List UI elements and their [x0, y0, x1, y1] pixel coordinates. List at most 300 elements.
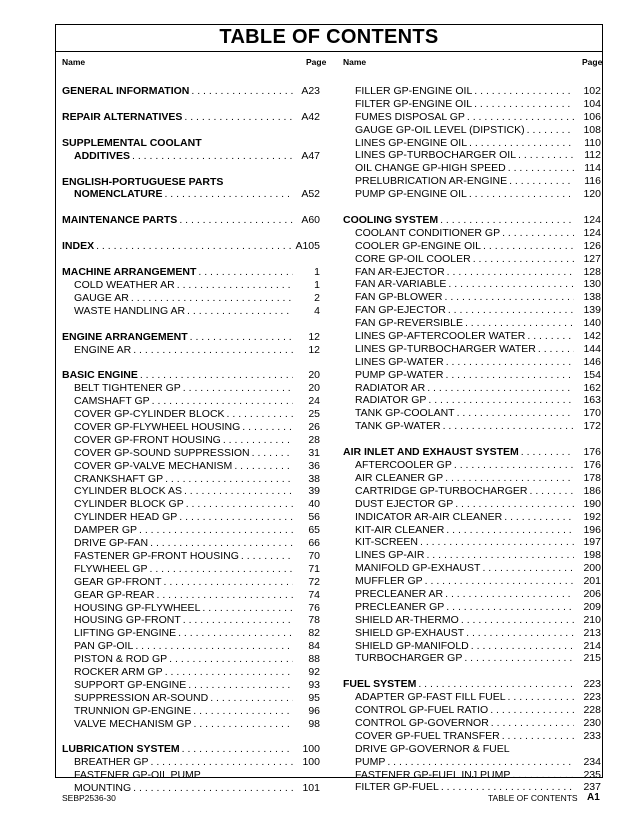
- toc-page-number: 130: [583, 278, 601, 291]
- toc-entry-title: TURBOCHARGER GP: [355, 652, 463, 665]
- toc-entry-row[interactable]: [62, 279, 320, 292]
- toc-page-number: 140: [583, 317, 601, 330]
- toc-entry-row[interactable]: [62, 447, 320, 460]
- toc-entry-title: ADDITIVES: [74, 149, 131, 162]
- page-title: TABLE OF CONTENTS: [219, 26, 439, 48]
- toc-entry-row[interactable]: [62, 395, 320, 408]
- toc-entry-row[interactable]: [62, 602, 320, 615]
- toc-leader-dots: [525, 124, 574, 137]
- toc-leader-dots: [424, 549, 574, 562]
- toc-section-row[interactable]: [62, 331, 320, 344]
- toc-page-number: 84: [308, 640, 320, 653]
- toc-entry-title: COOLANT CONDITIONER GP: [355, 226, 501, 239]
- toc-page-number: 162: [583, 381, 601, 394]
- toc-entry-title: PRELUBRICATION AR-ENGINE: [355, 175, 508, 188]
- toc-page-number: 154: [583, 368, 601, 381]
- toc-leader-dots: [221, 434, 293, 447]
- toc-entry-title: DRIVE GP-FAN: [74, 537, 149, 550]
- toc-page-number: 100: [302, 756, 320, 769]
- toc-leader-dots: [185, 305, 293, 318]
- toc-leader-dots: [175, 279, 293, 292]
- toc-entry-title: SUPPORT GP-ENGINE: [74, 678, 187, 691]
- toc-section-row[interactable]: [343, 446, 601, 459]
- toc-entry-row[interactable]: [343, 124, 601, 137]
- toc-entry-row[interactable]: [343, 291, 601, 304]
- toc-entry-row[interactable]: [62, 718, 320, 731]
- toc-entry-row[interactable]: [343, 575, 601, 588]
- toc-page-number: 12: [308, 343, 320, 356]
- toc-entry-row[interactable]: [343, 485, 601, 498]
- toc-leader-dots: [500, 730, 574, 743]
- toc-entry-row[interactable]: [343, 717, 601, 730]
- toc-page-number: 192: [583, 510, 601, 523]
- toc-entry-row[interactable]: [343, 627, 601, 640]
- toc-entry-title: FUMES DISPOSAL GP: [355, 110, 465, 123]
- toc-entry-title: SUPPRESSION AR-SOUND: [74, 691, 209, 704]
- toc-entry-row[interactable]: [62, 537, 320, 550]
- section-gap: [62, 356, 320, 369]
- toc-entry-title: FASTENER GP-FRONT HOUSING: [74, 549, 239, 562]
- toc-leader-dots: [472, 98, 574, 111]
- toc-entry-row[interactable]: [343, 304, 601, 317]
- toc-entry-title: HOUSING GP-FRONT: [74, 614, 181, 627]
- toc-leader-dots: [131, 782, 293, 795]
- toc-page-number: 40: [308, 498, 320, 511]
- toc-leader-dots: [162, 188, 293, 201]
- toc-leader-dots: [184, 498, 293, 511]
- toc-leader-dots: [455, 407, 574, 420]
- toc-entry-title: NOMENCLATURE: [74, 188, 163, 201]
- toc-page-number: 126: [583, 239, 601, 252]
- toc-entry-title: COLD WEATHER AR: [74, 279, 175, 292]
- toc-section-row[interactable]: [62, 137, 320, 150]
- toc-page-number: 237: [583, 781, 601, 794]
- toc-page-number: 176: [583, 459, 601, 472]
- toc-leader-dots: [138, 369, 293, 382]
- toc-page-number: 20: [308, 369, 320, 382]
- toc-entry-row[interactable]: [343, 98, 601, 111]
- toc-entry-row[interactable]: [62, 550, 320, 563]
- toc-leader-dots: [443, 291, 574, 304]
- toc-page-number: 24: [308, 395, 320, 408]
- toc-section-row[interactable]: [62, 176, 320, 189]
- toc-entry-title: PUMP: [355, 755, 386, 768]
- toc-entry-row[interactable]: [343, 652, 601, 665]
- toc-page-number: 170: [583, 407, 601, 420]
- toc-entry-title: LINES GP-ENGINE OIL: [355, 136, 468, 149]
- toc-leader-dots: [163, 473, 293, 486]
- toc-entry-row[interactable]: [343, 562, 601, 575]
- toc-entry-row[interactable]: [343, 382, 601, 395]
- toc-leader-dots: [510, 769, 574, 782]
- toc-entry-row[interactable]: [343, 769, 601, 782]
- toc-entry-row[interactable]: [62, 563, 320, 576]
- toc-entry-row[interactable]: [62, 576, 320, 589]
- toc-entry-row[interactable]: [343, 227, 601, 240]
- toc-entry-row[interactable]: [62, 344, 320, 357]
- toc-page-number: 210: [583, 613, 601, 626]
- toc-entry-row[interactable]: [62, 498, 320, 511]
- toc-column-right: [343, 85, 601, 794]
- toc-entry-row[interactable]: [343, 394, 601, 407]
- toc-entry-title: FILTER GP-ENGINE OIL: [355, 97, 473, 110]
- section-gap: [343, 433, 601, 446]
- toc-entry-row[interactable]: [62, 666, 320, 679]
- toc-page-number: 228: [583, 704, 601, 717]
- toc-leader-dots: [130, 150, 293, 163]
- toc-leader-dots: [162, 576, 293, 589]
- toc-entry-row[interactable]: [343, 266, 601, 279]
- toc-entry-title: FASTENER GP-OIL PUMP: [74, 769, 201, 782]
- toc-leader-dots: [462, 652, 574, 665]
- toc-entry-row[interactable]: [62, 627, 320, 640]
- toc-entry-title: GEAR GP-FRONT: [74, 575, 162, 588]
- toc-entry-title: FUEL SYSTEM: [343, 678, 417, 691]
- toc-leader-dots: [472, 85, 574, 98]
- toc-entry-row[interactable]: [343, 111, 601, 124]
- toc-page-number: 142: [583, 330, 601, 343]
- toc-page-number: 4: [314, 304, 320, 317]
- toc-section-row[interactable]: [62, 214, 320, 227]
- toc-entry-row[interactable]: [62, 511, 320, 524]
- toc-entry-title: PRECLEANER GP: [355, 600, 445, 613]
- toc-page-number: 223: [583, 678, 601, 691]
- toc-page-number: 128: [583, 265, 601, 278]
- toc-page-number: 197: [583, 536, 601, 549]
- toc-page-number: 98: [308, 717, 320, 730]
- toc-leader-dots: [525, 330, 574, 343]
- toc-page-number: 139: [583, 304, 601, 317]
- toc-entry-row[interactable]: [343, 420, 601, 433]
- toc-leader-dots: [232, 460, 293, 473]
- toc-entry-row[interactable]: [343, 330, 601, 343]
- toc-page-number: 124: [583, 214, 601, 227]
- toc-leader-dots: [200, 602, 293, 615]
- toc-entry-row[interactable]: [343, 704, 601, 717]
- toc-entry-title: FAN AR-EJECTOR: [355, 265, 445, 278]
- toc-entry-row[interactable]: [343, 549, 601, 562]
- footer-section: TABLE OF CONTENTS: [488, 793, 578, 803]
- toc-page-number: 234: [583, 755, 601, 768]
- toc-page-number: 74: [308, 588, 320, 601]
- toc-entry-title: COOLING SYSTEM: [343, 214, 439, 227]
- toc-leader-dots: [465, 111, 574, 124]
- toc-leader-dots: [196, 266, 293, 279]
- toc-entry-row[interactable]: [343, 730, 601, 743]
- toc-page-number: 78: [308, 614, 320, 627]
- toc-entry-row[interactable]: [62, 589, 320, 602]
- toc-page-number: 209: [583, 600, 601, 613]
- toc-section-row[interactable]: [62, 111, 320, 124]
- toc-entry-row[interactable]: [62, 679, 320, 692]
- toc-entry-row[interactable]: [343, 756, 601, 769]
- toc-leader-dots: [177, 511, 293, 524]
- toc-page-number: 1: [314, 266, 320, 279]
- toc-page-number: 114: [584, 162, 601, 175]
- toc-page-number: A60: [301, 214, 320, 227]
- toc-entry-row[interactable]: [343, 472, 601, 485]
- toc-leader-dots: [536, 343, 574, 356]
- toc-section-row[interactable]: [62, 85, 320, 98]
- toc-entry-row[interactable]: [343, 356, 601, 369]
- toc-entry-title: AIR CLEANER GP: [355, 471, 444, 484]
- toc-entry-row[interactable]: [343, 459, 601, 472]
- toc-entry-row[interactable]: [343, 407, 601, 420]
- toc-entry-row[interactable]: [62, 382, 320, 395]
- toc-entry-row[interactable]: [343, 601, 601, 614]
- toc-entry-title: FLYWHEEL GP: [74, 562, 148, 575]
- toc-entry-row[interactable]: [62, 653, 320, 666]
- toc-page-number: 172: [583, 420, 601, 433]
- toc-entry-title: HOUSING GP-FLYWHEEL: [74, 601, 201, 614]
- toc-section-row[interactable]: [62, 150, 320, 163]
- toc-leader-dots: [443, 588, 574, 601]
- column-header-page-left: Page: [306, 57, 327, 67]
- toc-leader-dots: [148, 537, 293, 550]
- toc-entry-title: ADAPTER GP-FAST FILL FUEL: [355, 691, 506, 704]
- toc-leader-dots: [148, 756, 293, 769]
- toc-entry-row[interactable]: [343, 640, 601, 653]
- toc-entry-row[interactable]: [343, 369, 601, 382]
- toc-page-number: 200: [583, 562, 601, 575]
- toc-leader-dots: [186, 679, 293, 692]
- toc-entry-title: PRECLEANER AR: [355, 587, 444, 600]
- toc-entry-title: FAN GP-BLOWER: [355, 291, 443, 304]
- toc-entry-title: TANK GP-WATER: [355, 420, 441, 433]
- toc-leader-dots: [176, 627, 293, 640]
- toc-page-number: 102: [583, 85, 601, 97]
- toc-leader-dots: [453, 498, 574, 511]
- toc-entry-title: KIT-AIR CLEANER: [355, 523, 445, 536]
- toc-entry-title: SHIELD AR-THERMO: [355, 613, 459, 626]
- toc-entry-title: DUST EJECTOR GP: [355, 497, 454, 510]
- toc-entry-row[interactable]: [62, 460, 320, 473]
- toc-entry-title: ROCKER ARM GP: [74, 665, 163, 678]
- toc-entry-title: ENGINE AR: [74, 343, 132, 356]
- toc-entry-row[interactable]: [343, 536, 601, 549]
- toc-entry-row[interactable]: [343, 240, 601, 253]
- toc-entry-title: PUMP GP-WATER: [355, 368, 444, 381]
- toc-leader-dots: [463, 317, 574, 330]
- toc-page-number: 110: [584, 136, 601, 149]
- toc-entry-title: CAMSHAFT GP: [74, 395, 150, 408]
- toc-leader-dots: [528, 485, 575, 498]
- toc-leader-dots: [467, 188, 574, 201]
- toc-page-number: 213: [583, 626, 601, 639]
- toc-entry-title: LINES GP-WATER: [355, 355, 444, 368]
- toc-leader-dots: [446, 278, 574, 291]
- toc-page-number: 235: [583, 768, 601, 781]
- toc-entry-title: CRANKSHAFT GP: [74, 472, 164, 485]
- toc-page-number: 116: [584, 175, 601, 188]
- toc-entry-title: MOUNTING: [74, 782, 132, 795]
- toc-page-number: 120: [583, 188, 601, 201]
- toc-entry-title: COVER GP-VALVE MECHANISM: [74, 459, 233, 472]
- toc-entry-row[interactable]: [343, 253, 601, 266]
- toc-entry-row[interactable]: [343, 149, 601, 162]
- toc-entry-row[interactable]: [62, 408, 320, 421]
- toc-leader-dots: [181, 382, 293, 395]
- toc-leader-dots: [167, 653, 293, 666]
- toc-page-number: 82: [308, 627, 320, 640]
- toc-page-number: 104: [583, 97, 601, 110]
- toc-entry-title: INDICATOR AR-AIR CLEANER: [355, 510, 503, 523]
- toc-leader-dots: [240, 421, 293, 434]
- toc-entry-title: COVER GP-CYLINDER BLOCK: [74, 408, 225, 421]
- section-gap: [62, 253, 320, 266]
- toc-page-number: 26: [308, 421, 320, 434]
- section-gap: [343, 665, 601, 678]
- toc-leader-dots: [445, 266, 574, 279]
- toc-page-number: 1: [314, 279, 320, 292]
- toc-leader-dots: [191, 718, 293, 731]
- toc-entry-row[interactable]: [62, 434, 320, 447]
- toc-entry-row[interactable]: [343, 588, 601, 601]
- toc-entry-title: CYLINDER BLOCK AS: [74, 485, 182, 498]
- toc-entry-row[interactable]: [343, 175, 601, 188]
- toc-entry-row[interactable]: [343, 511, 601, 524]
- toc-entry-row[interactable]: [343, 137, 601, 150]
- toc-entry-row[interactable]: [343, 278, 601, 291]
- toc-leader-dots: [471, 253, 574, 266]
- toc-entry-row[interactable]: [62, 692, 320, 705]
- toc-entry-title: ENGLISH-PORTUGUESE PARTS: [62, 175, 224, 188]
- section-gap: [62, 163, 320, 176]
- toc-entry-row[interactable]: [62, 473, 320, 486]
- toc-leader-dots: [416, 678, 574, 691]
- toc-leader-dots: [467, 137, 574, 150]
- toc-leader-dots: [425, 382, 574, 395]
- toc-page-number: 206: [583, 587, 601, 600]
- toc-leader-dots: [131, 344, 293, 357]
- toc-leader-dots: [129, 292, 293, 305]
- toc-leader-dots: [180, 743, 293, 756]
- toc-entry-title: SHIELD GP-EXHAUST: [355, 626, 465, 639]
- toc-page-number: 127: [583, 252, 601, 265]
- footer-page-number: A1: [587, 792, 600, 803]
- toc-entry-title: CONTROL GP-GOVERNOR: [355, 716, 489, 729]
- toc-entry-row[interactable]: [62, 485, 320, 498]
- toc-entry-row[interactable]: [62, 756, 320, 769]
- toc-entry-row[interactable]: [343, 188, 601, 201]
- toc-entry-row[interactable]: [343, 85, 601, 98]
- toc-page-number: 66: [308, 537, 320, 550]
- toc-section-row[interactable]: [343, 214, 601, 227]
- toc-entry-row[interactable]: [62, 769, 320, 782]
- toc-entry-title: PISTON & ROD GP: [74, 653, 168, 666]
- toc-entry-title: RADIATOR GP: [355, 394, 427, 407]
- toc-entry-row[interactable]: [62, 421, 320, 434]
- toc-leader-dots: [480, 562, 574, 575]
- toc-entry-title: DRIVE GP-GOVERNOR & FUEL: [355, 742, 510, 755]
- toc-entry-row[interactable]: [62, 640, 320, 653]
- toc-page-number: 28: [308, 433, 320, 446]
- toc-entry-title: FAN AR-VARIABLE: [355, 278, 447, 291]
- toc-page-number: 31: [308, 446, 320, 459]
- toc-section-row[interactable]: [62, 266, 320, 279]
- toc-leader-dots: [443, 472, 574, 485]
- toc-leader-dots: [488, 704, 574, 717]
- toc-page-number: 88: [308, 653, 320, 666]
- toc-entry-title: GAUGE GP-OIL LEVEL (DIPSTICK): [355, 123, 525, 136]
- toc-entry-row[interactable]: [62, 705, 320, 718]
- toc-section-row[interactable]: [343, 678, 601, 691]
- toc-entry-title: KIT-SCREEN: [355, 536, 419, 549]
- toc-leader-dots: [438, 214, 574, 227]
- toc-leader-dots: [444, 356, 574, 369]
- toc-page-number: 38: [308, 472, 320, 485]
- toc-leader-dots: [155, 589, 293, 602]
- toc-leader-dots: [500, 227, 574, 240]
- toc-leader-dots: [94, 240, 292, 253]
- toc-leader-dots: [182, 111, 293, 124]
- toc-entry-row[interactable]: [343, 743, 601, 756]
- toc-entry-row[interactable]: [343, 162, 601, 175]
- toc-leader-dots: [188, 331, 293, 344]
- section-gap: [62, 98, 320, 111]
- toc-section-row[interactable]: [62, 240, 320, 253]
- toc-leader-dots: [150, 395, 293, 408]
- toc-entry-row[interactable]: [343, 343, 601, 356]
- toc-leader-dots: [502, 511, 574, 524]
- toc-entry-row[interactable]: [343, 317, 601, 330]
- toc-entry-title: BELT TIGHTENER GP: [74, 382, 181, 395]
- toc-page-number: 65: [308, 524, 320, 537]
- toc-entry-row[interactable]: [343, 691, 601, 704]
- toc-page-number: 100: [302, 743, 320, 756]
- toc-entry-title: LINES GP-AFTERCOOLER WATER: [355, 330, 526, 343]
- toc-page-number: 96: [308, 704, 320, 717]
- toc-page-number: 176: [583, 446, 601, 459]
- toc-entry-row[interactable]: [62, 292, 320, 305]
- toc-entry-title: CORE GP-OIL COOLER: [355, 252, 471, 265]
- toc-entry-title: MANIFOLD GP-EXHAUST: [355, 562, 481, 575]
- toc-entry-title: PAN GP-OIL: [74, 640, 134, 653]
- toc-entry-row[interactable]: [62, 524, 320, 537]
- toc-section-row[interactable]: [62, 369, 320, 382]
- toc-entry-row[interactable]: [343, 524, 601, 537]
- toc-entry-title: MAINTENANCE PARTS: [62, 214, 178, 227]
- toc-entry-row[interactable]: [62, 614, 320, 627]
- toc-section-row[interactable]: [62, 188, 320, 201]
- toc-entry-title: BREATHER GP: [74, 756, 149, 769]
- toc-leader-dots: [148, 563, 293, 576]
- toc-section-row[interactable]: [62, 743, 320, 756]
- toc-page-number: 223: [583, 691, 601, 704]
- toc-page-number: 144: [583, 342, 601, 355]
- toc-entry-row[interactable]: [343, 614, 601, 627]
- toc-entry-title: SHIELD GP-MANIFOLD: [355, 639, 469, 652]
- toc-leader-dots: [489, 717, 574, 730]
- toc-entry-title: MUFFLER GP: [355, 575, 423, 588]
- toc-entry-title: WASTE HANDLING AR: [74, 304, 186, 317]
- toc-entry-title: LINES GP-TURBOCHARGER OIL: [355, 149, 517, 162]
- toc-entry-title: AIR INLET AND EXHAUST SYSTEM: [343, 446, 519, 459]
- toc-entry-row[interactable]: [62, 305, 320, 318]
- toc-entry-title: COOLER GP-ENGINE OIL: [355, 239, 482, 252]
- toc-entry-row[interactable]: [343, 498, 601, 511]
- toc-page-number: 70: [308, 549, 320, 562]
- toc-entry-title: AFTERCOOLER GP: [355, 459, 452, 472]
- section-gap: [62, 124, 320, 137]
- toc-leader-dots: [163, 666, 293, 679]
- toc-entry-title: DAMPER GP: [74, 524, 138, 537]
- toc-entry-title: MACHINE ARRANGEMENT: [62, 266, 197, 279]
- toc-entry-title: FILLER GP-ENGINE OIL: [355, 85, 473, 97]
- toc-entry-title: CYLINDER BLOCK GP: [74, 498, 184, 511]
- toc-page-number: 2: [314, 291, 320, 304]
- toc-page-number: 106: [583, 110, 601, 123]
